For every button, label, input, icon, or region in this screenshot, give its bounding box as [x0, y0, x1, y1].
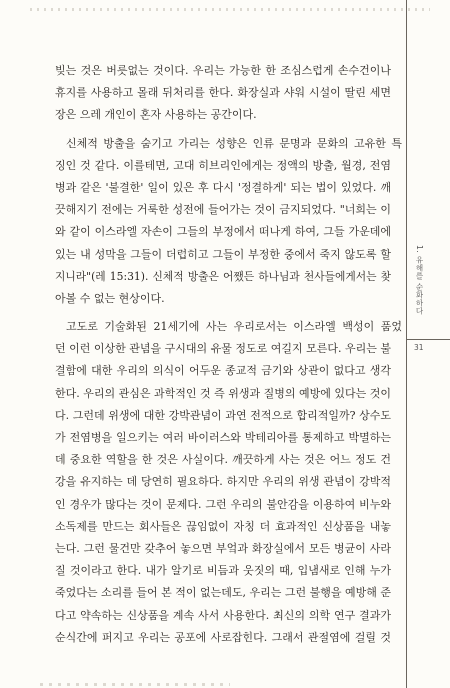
paragraph-3: [55, 316, 402, 649]
body-text: [55, 60, 402, 649]
text-line: 장은 으레 개인이 혼자 사용하는 공간이다.: [55, 108, 257, 122]
text-line: 아볼 수 없는 현상이다.: [55, 291, 165, 305]
text-line: 인 경우가 많다는 것이 문제다. 그런 우리의 불안감을 이용하여 비누와: [55, 497, 391, 511]
text-line: 다. 그런데 위생에 대한 강박관념이 과연 전적으로 합리적일까? 상수도: [55, 408, 391, 422]
text-line: 휴지를 사용하고 몰래 뒤처리를 한다. 화장실과 샤워 시설이 딸린 세면: [55, 86, 391, 100]
text-line: 와 같이 이스라엘 자손이 그들의 부정에서 떠나게 하여, 그들 가운데에: [55, 225, 391, 239]
text-line: 질 것이라고 한다. 내가 알기로 비듬과 웃짓의 때, 입냄새로 인해 누가: [55, 564, 391, 578]
text-line: 끗해지기 전에는 거룩한 성전에 들어가는 것이 금지되었다. "너희는 이: [55, 203, 391, 217]
text-line: 지니라"(레 15:31). 신체적 방출은 어쨌든 하나님과 천사들에게서는 찾: [55, 269, 391, 283]
margin-horizontal-rule: [406, 339, 450, 340]
text-line: 한다. 우리의 관심은 과학적인 것 즉 위생과 질병의 예방에 있다는 것이: [55, 386, 391, 400]
text-line: 데 중요한 역할을 한 것은 사실이다. 깨끗하게 사는 것은 어느 정도 건: [55, 453, 391, 467]
text-line: 빚는 것은 버릇없는 것이다. 우리는 가능한 한 조심스럽게 손수건이나: [55, 64, 391, 77]
text-line: 다고 약속하는 신상품을 계속 사서 사용한다. 최신의 의학 연구 결과가: [55, 608, 391, 622]
chapter-label: 1. 유해를 순화하다: [415, 245, 424, 315]
text-line: 던 이런 이상한 관념을 구시대의 유물 정도로 여길지 모른다. 우리는 불: [55, 342, 391, 356]
page-number: 31: [414, 343, 424, 352]
text-line: 결함에 대한 우리의 의식이 어두운 종교적 금기와 상관이 없다고 생각: [55, 364, 391, 378]
text-line: 징인 것 같다. 이를테면, 고대 히브리인에게는 정액의 방출, 월경, 전염: [55, 158, 391, 172]
text-line: 병과 같은 '불결한' 일이 있은 후 다시 '정결하게' 되는 법이 있었다. 깨: [55, 180, 391, 194]
paragraph-1: [55, 60, 391, 127]
top-decorative-dots: [30, 8, 430, 11]
text-line: 순식간에 퍼지고 우리는 공포에 사로잡힌다. 그래서 관절염에 걸릴 것: [55, 630, 391, 644]
text-line: 는다. 그런 물건만 갖추어 놓으면 부엌과 화장실에서 모든 병균이 사라: [55, 541, 391, 555]
text-line: 고도로 기술화된 21세기에 사는 우리로서는 이스라엘 백성이 품었: [66, 320, 402, 334]
bottom-decorative-dots: [40, 683, 230, 686]
text-line: 있는 내 성막을 그들이 더럽히고 그들이 부정한 중에서 죽지 않도록 할: [55, 247, 391, 261]
text-line: 죽었다는 소리를 들어 본 적이 없는데도, 우리는 그런 불행을 예방해 준: [55, 586, 391, 600]
paragraph-2: [55, 133, 402, 311]
text-line: 신체적 방출을 숨기고 가리는 성향은 인류 문명과 문화의 고유한 특: [66, 136, 402, 150]
text-line: 강을 유지하는 데 당연히 필요하다. 하지만 우리의 위생 관념이 강박적: [55, 475, 391, 489]
margin-vertical-rule: [406, 0, 407, 688]
text-line: 소독제를 만드는 회사들은 끊임없이 자칭 더 효과적인 신상품을 내놓: [55, 519, 391, 533]
text-line: 가 전염병을 일으키는 여러 바이러스와 박테리아를 통제하고 박멸하는: [55, 431, 391, 445]
